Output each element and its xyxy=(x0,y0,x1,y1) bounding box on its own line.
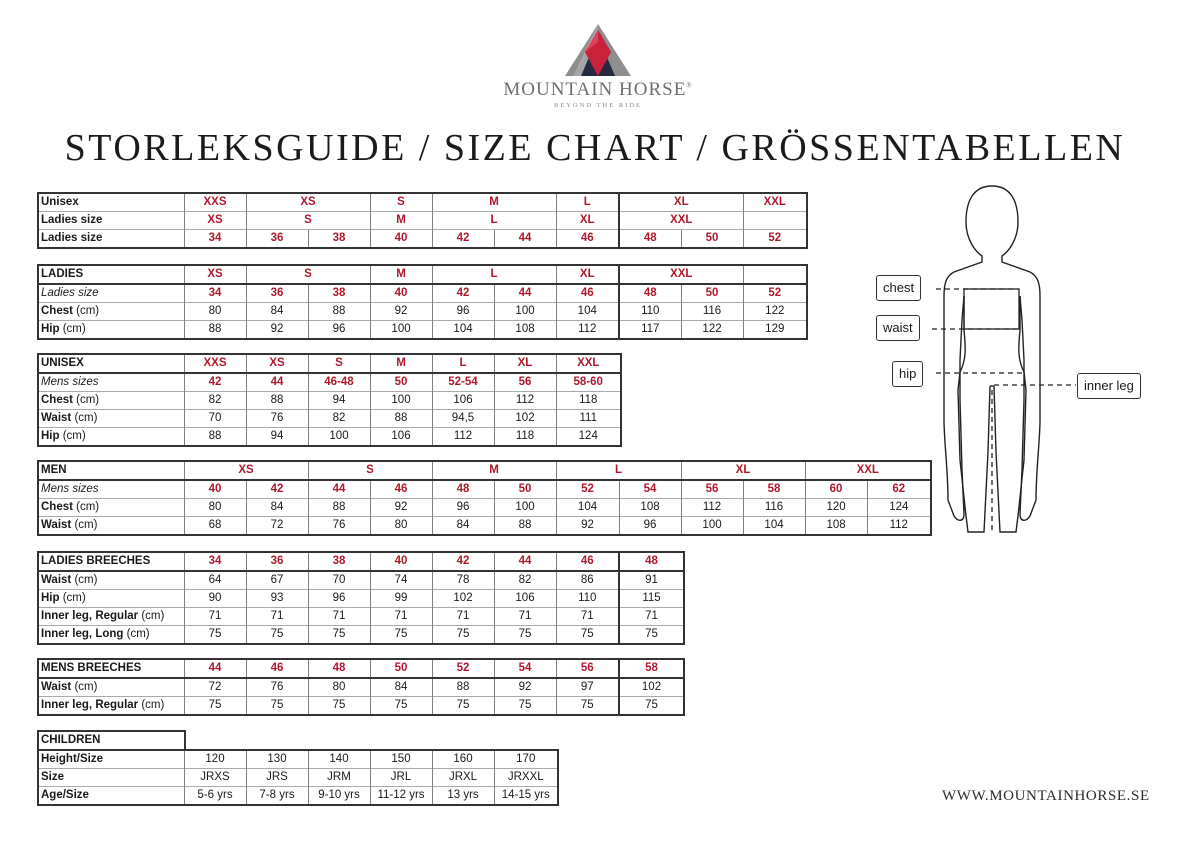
table-cell: 75 xyxy=(556,626,619,645)
table-cell: 94,5 xyxy=(432,410,494,428)
brand-name: MOUNTAIN HORSE® xyxy=(503,79,693,100)
table-cell: Hip (cm) xyxy=(38,590,184,608)
table-cell: 96 xyxy=(432,303,494,321)
table-cell: Size xyxy=(38,769,184,787)
table-cell: 92 xyxy=(246,321,308,340)
table-cell: 76 xyxy=(246,678,308,697)
table-cell: JRM xyxy=(308,769,370,787)
table-cell: 80 xyxy=(184,499,246,517)
table-cell: XXL xyxy=(743,193,807,212)
table-cell: 160 xyxy=(432,750,494,769)
table-cell: 102 xyxy=(494,410,556,428)
table-cell: 75 xyxy=(556,697,619,716)
table-cell: 71 xyxy=(184,608,246,626)
table-cell: 50 xyxy=(494,480,556,499)
table-cell: 58 xyxy=(619,659,684,678)
table-cell: 38 xyxy=(308,284,370,303)
table-cell: JRXL xyxy=(432,769,494,787)
table-cell: 100 xyxy=(681,517,743,536)
table-cell: Ladies size xyxy=(38,230,184,249)
table-cell: 88 xyxy=(432,678,494,697)
table-cell: 100 xyxy=(370,321,432,340)
table-cell: Mens sizes xyxy=(38,373,184,392)
table-cell: 48 xyxy=(619,230,681,249)
table-cell: 96 xyxy=(619,517,681,536)
table-cell: 72 xyxy=(246,517,308,536)
table-cell: XXL xyxy=(556,354,621,373)
table-cell: 40 xyxy=(184,480,246,499)
table-cell: 112 xyxy=(681,499,743,517)
table-cell: XL xyxy=(619,193,743,212)
table-cell: Mens sizes xyxy=(38,480,184,499)
table-cell: 104 xyxy=(432,321,494,340)
table-cell: JRL xyxy=(370,769,432,787)
table-cell: 75 xyxy=(184,626,246,645)
table-cell: 96 xyxy=(308,590,370,608)
table-cell: 78 xyxy=(432,571,494,590)
table-cell: 75 xyxy=(184,697,246,716)
table-cell: 88 xyxy=(308,499,370,517)
table-cell: JRXXL xyxy=(494,769,558,787)
table-cell: MENS BREECHES xyxy=(38,659,184,678)
table-cell: XS xyxy=(246,193,370,212)
table-cell: 42 xyxy=(184,373,246,392)
table-cell: 70 xyxy=(308,571,370,590)
table-cell: 88 xyxy=(184,428,246,447)
table-cell: 71 xyxy=(246,608,308,626)
table-cell: 130 xyxy=(246,750,308,769)
table-cell: 96 xyxy=(432,499,494,517)
table-cell: Chest (cm) xyxy=(38,392,184,410)
table-cell: 96 xyxy=(308,321,370,340)
table-cell: 104 xyxy=(556,303,619,321)
table-cell: 60 xyxy=(805,480,867,499)
inner-leg-label: inner leg xyxy=(1077,373,1141,399)
table-cell: 50 xyxy=(681,230,743,249)
table-cell: 94 xyxy=(308,392,370,410)
table-cell: XXL xyxy=(805,461,931,480)
table-cell: S xyxy=(246,212,370,230)
table-cell: 100 xyxy=(494,303,556,321)
table-cell: 48 xyxy=(619,284,681,303)
table-cell: L xyxy=(556,193,619,212)
table-cell: 75 xyxy=(246,626,308,645)
table-cell: XS xyxy=(184,461,308,480)
table-cell: 91 xyxy=(619,571,684,590)
table-cell: LADIES BREECHES xyxy=(38,552,184,571)
table-cell: Height/Size xyxy=(41,753,103,765)
table-cell: S xyxy=(308,461,432,480)
table-cell: 120 xyxy=(805,499,867,517)
table-cell: 75 xyxy=(370,626,432,645)
table-cell: 74 xyxy=(370,571,432,590)
table-cell: 34 xyxy=(184,230,246,249)
table-cell: 93 xyxy=(246,590,308,608)
table-cell: LADIES xyxy=(38,265,184,284)
table-cell: 106 xyxy=(370,428,432,447)
table-cell: 116 xyxy=(681,303,743,321)
table-cell: XXS xyxy=(184,193,246,212)
table-cell: 48 xyxy=(619,552,684,571)
table-cell: 112 xyxy=(432,428,494,447)
table-cell: 108 xyxy=(619,499,681,517)
table-cell: Chest (cm) xyxy=(38,303,184,321)
table-cell: 102 xyxy=(432,590,494,608)
table-cell: 9-10 yrs xyxy=(308,787,370,806)
table-cell: 75 xyxy=(494,626,556,645)
table-cell: 76 xyxy=(308,517,370,536)
table-cell: 84 xyxy=(370,678,432,697)
table-cell: 124 xyxy=(556,428,621,447)
table-cell: 54 xyxy=(494,659,556,678)
table-cell: 58-60 xyxy=(556,373,621,392)
table-cell: 40 xyxy=(370,230,432,249)
hip-label: hip xyxy=(892,361,923,387)
table-cell: 112 xyxy=(556,321,619,340)
table-cell: XS xyxy=(184,265,246,284)
table-cell: XL xyxy=(556,212,619,230)
table-cell: 68 xyxy=(184,517,246,536)
table-cell: 75 xyxy=(308,697,370,716)
table-cell: 52 xyxy=(743,230,807,249)
table-cell: 102 xyxy=(619,678,684,697)
table-cell: 75 xyxy=(432,697,494,716)
table-cell: 71 xyxy=(308,608,370,626)
table-cell: 64 xyxy=(184,571,246,590)
table-cell: Waist (cm) xyxy=(38,517,184,536)
table-cell: 40 xyxy=(370,284,432,303)
table-cell: 48 xyxy=(432,480,494,499)
table-cell: 88 xyxy=(184,321,246,340)
table-cell: 104 xyxy=(743,517,805,536)
table-cell: 118 xyxy=(494,428,556,447)
table-cell: Chest (cm) xyxy=(38,499,184,517)
table-cell: 80 xyxy=(370,517,432,536)
waist-label: waist xyxy=(876,315,920,341)
table-cell: 36 xyxy=(246,552,308,571)
table-cell: 38 xyxy=(308,230,370,249)
table-cell: 110 xyxy=(556,590,619,608)
table-cell: XXS xyxy=(184,354,246,373)
table-cell: 116 xyxy=(743,499,805,517)
table-cell: M xyxy=(370,265,432,284)
table-cell: 52 xyxy=(743,284,807,303)
table-cell: 40 xyxy=(370,552,432,571)
table-cell: Ladies size xyxy=(38,284,184,303)
table-cell: XL xyxy=(681,461,805,480)
table-cell: L xyxy=(556,461,681,480)
table-cell: 97 xyxy=(556,678,619,697)
table-cell: Inner leg, Regular (cm) xyxy=(38,608,184,626)
table-cell: 44 xyxy=(246,373,308,392)
table-cell: L xyxy=(432,354,494,373)
table-cell: 108 xyxy=(805,517,867,536)
table-cell: 100 xyxy=(308,428,370,447)
table-cell: 44 xyxy=(494,552,556,571)
table-cell: 67 xyxy=(246,571,308,590)
table-cell: 34 xyxy=(184,284,246,303)
table-cell: 71 xyxy=(432,608,494,626)
table-cell: 82 xyxy=(308,410,370,428)
table-cell: 92 xyxy=(556,517,619,536)
table-cell: 48 xyxy=(308,659,370,678)
table-cell: 13 yrs xyxy=(432,787,494,806)
table-cell: 44 xyxy=(184,659,246,678)
table-cell: 80 xyxy=(184,303,246,321)
table-cell: 115 xyxy=(619,590,684,608)
table-cell: 110 xyxy=(619,303,681,321)
table-cell: 111 xyxy=(556,410,621,428)
table-cell: 46 xyxy=(370,480,432,499)
table-cell: 46 xyxy=(556,284,619,303)
table-cell: Inner leg, Regular (cm) xyxy=(38,697,184,716)
table-cell: 118 xyxy=(556,392,621,410)
table-cell: 56 xyxy=(556,659,619,678)
table-cell: 52 xyxy=(556,480,619,499)
table-cell: 80 xyxy=(308,678,370,697)
table-cell: XL xyxy=(494,354,556,373)
table-cell: 92 xyxy=(494,678,556,697)
table-cell: 88 xyxy=(370,410,432,428)
table-cell: 36 xyxy=(246,230,308,249)
table-cell: 88 xyxy=(246,392,308,410)
table-cell: 104 xyxy=(556,499,619,517)
table-cell: Hip (cm) xyxy=(38,321,184,340)
table-cell: 75 xyxy=(619,697,684,716)
table-cell: 46 xyxy=(246,659,308,678)
table-cell: 76 xyxy=(246,410,308,428)
table-cell: 72 xyxy=(184,678,246,697)
table-cell: 112 xyxy=(494,392,556,410)
table-cell: 129 xyxy=(743,321,807,340)
table-cell: 70 xyxy=(184,410,246,428)
table-cell: 99 xyxy=(370,590,432,608)
table-cell: 75 xyxy=(246,697,308,716)
table-cell: 46 xyxy=(556,230,619,249)
table-cell: 14-15 yrs xyxy=(494,787,558,806)
table-cell: L xyxy=(432,212,556,230)
table-cell: 42 xyxy=(432,552,494,571)
table-cell: 112 xyxy=(867,517,931,536)
table-cell: 84 xyxy=(246,499,308,517)
table-cell: S xyxy=(308,354,370,373)
table-cell: 52 xyxy=(432,659,494,678)
table-cell: M xyxy=(370,354,432,373)
table-cell: 75 xyxy=(494,697,556,716)
table-cell: 54 xyxy=(619,480,681,499)
table-cell: 50 xyxy=(370,373,432,392)
table-cell: 75 xyxy=(308,626,370,645)
table-cell: 106 xyxy=(432,392,494,410)
table-cell: 90 xyxy=(184,590,246,608)
table-cell: 100 xyxy=(494,499,556,517)
table-cell: Waist (cm) xyxy=(38,571,184,590)
table-cell: XS xyxy=(184,212,246,230)
table-cell: 150 xyxy=(370,750,432,769)
table-cell: 88 xyxy=(308,303,370,321)
page-title: STORLEKSGUIDE / SIZE CHART / GRÖSSENTABELLEN xyxy=(64,127,1126,169)
table-cell: 44 xyxy=(494,284,556,303)
table-cell: 71 xyxy=(556,608,619,626)
table-cell: 44 xyxy=(308,480,370,499)
table-cell: S xyxy=(246,265,370,284)
table-cell: 84 xyxy=(432,517,494,536)
table-cell: M xyxy=(432,461,556,480)
table-cell: 92 xyxy=(370,303,432,321)
table-cell: 42 xyxy=(246,480,308,499)
table-cell: 34 xyxy=(184,552,246,571)
table-cell: 62 xyxy=(867,480,931,499)
table-cell: 11-12 yrs xyxy=(370,787,432,806)
table-cell: 56 xyxy=(494,373,556,392)
table-cell: 140 xyxy=(308,750,370,769)
table-cell: M xyxy=(432,193,556,212)
table-cell: 122 xyxy=(743,303,807,321)
table-cell: 46-48 xyxy=(308,373,370,392)
table-cell: JRS xyxy=(246,769,308,787)
table-cell: Ladies size xyxy=(38,212,184,230)
table-cell: 75 xyxy=(432,626,494,645)
table-cell: Unisex xyxy=(41,196,79,208)
table-cell: UNISEX xyxy=(38,354,184,373)
table-cell: 108 xyxy=(494,321,556,340)
table-cell: 170 xyxy=(494,750,558,769)
table-cell: L xyxy=(432,265,556,284)
table-cell: 120 xyxy=(184,750,246,769)
table-cell: CHILDREN xyxy=(41,734,101,746)
table-cell: XL xyxy=(556,265,619,284)
table-cell: 44 xyxy=(494,230,556,249)
table-cell: 7-8 yrs xyxy=(246,787,308,806)
table-cell: 86 xyxy=(556,571,619,590)
table-cell: 42 xyxy=(432,230,494,249)
table-cell: Waist (cm) xyxy=(38,678,184,697)
table-cell: 50 xyxy=(681,284,743,303)
table-cell: 117 xyxy=(619,321,681,340)
table-cell: 71 xyxy=(494,608,556,626)
table-cell: XS xyxy=(246,354,308,373)
table-cell: Hip (cm) xyxy=(38,428,184,447)
table-cell: Age/Size xyxy=(38,787,184,806)
table-cell: 124 xyxy=(867,499,931,517)
table-cell: 38 xyxy=(308,552,370,571)
table-cell: 58 xyxy=(743,480,805,499)
table-cell: 82 xyxy=(184,392,246,410)
table-cell: 71 xyxy=(370,608,432,626)
table-cell: 56 xyxy=(681,480,743,499)
table-cell: 122 xyxy=(681,321,743,340)
table-cell: 50 xyxy=(370,659,432,678)
table-cell: 36 xyxy=(246,284,308,303)
table-cell: Inner leg, Long (cm) xyxy=(38,626,184,645)
table-cell: 71 xyxy=(619,608,684,626)
table-cell: 94 xyxy=(246,428,308,447)
chest-label: chest xyxy=(876,275,921,301)
table-cell: Waist (cm) xyxy=(38,410,184,428)
table-cell: 84 xyxy=(246,303,308,321)
table-cell: 106 xyxy=(494,590,556,608)
table-cell: 100 xyxy=(370,392,432,410)
table-cell: 75 xyxy=(370,697,432,716)
table-cell: 46 xyxy=(556,552,619,571)
table-cell: 92 xyxy=(370,499,432,517)
website-url: WWW.MOUNTAINHORSE.SE xyxy=(942,788,1150,804)
table-cell: 75 xyxy=(619,626,684,645)
table-cell: S xyxy=(370,193,432,212)
brand-tagline: BEYOND THE RIDE xyxy=(553,102,642,109)
table-cell: 42 xyxy=(432,284,494,303)
table-cell: MEN xyxy=(38,461,184,480)
table-cell: M xyxy=(370,212,432,230)
table-cell: 52-54 xyxy=(432,373,494,392)
table-cell: 88 xyxy=(494,517,556,536)
table-cell: XXL xyxy=(619,265,743,284)
table-cell: XXL xyxy=(619,212,743,230)
table-cell: 5-6 yrs xyxy=(184,787,246,806)
table-cell: JRXS xyxy=(184,769,246,787)
table-cell: 82 xyxy=(494,571,556,590)
